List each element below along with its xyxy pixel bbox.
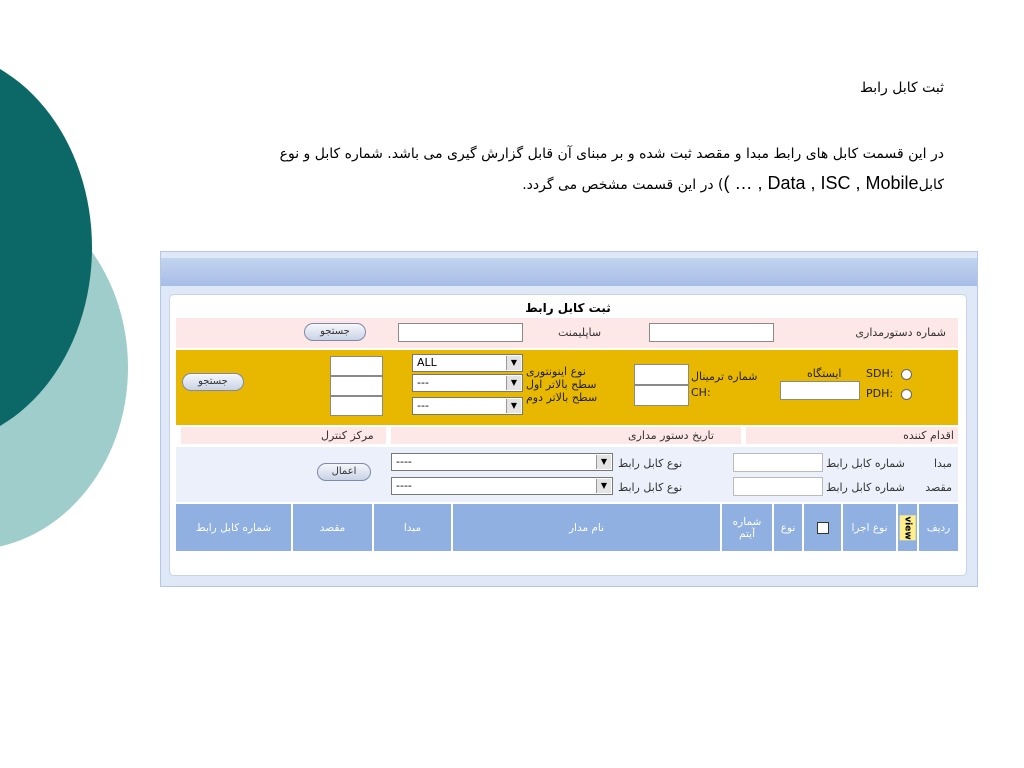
origin-cable-number-label: شماره کابل رابط — [826, 457, 905, 470]
body-line-2-latin: ( … , Data , ISC , Mobile — [723, 173, 919, 193]
results-table-header — [176, 504, 958, 551]
terminal-label: شماره ترمینال — [691, 370, 758, 383]
pdh-label: PDH: — [866, 387, 894, 400]
dest-label: مقصد — [925, 481, 952, 494]
level2-select[interactable] — [412, 397, 523, 415]
order-number-input[interactable] — [649, 323, 774, 342]
inventory-row — [176, 350, 958, 425]
supplement-input[interactable] — [398, 323, 523, 342]
control-center-label: مرکز کنترل — [321, 429, 374, 442]
search-button-1[interactable]: جستجو — [304, 323, 366, 341]
body-line-2-suffix: ) در این قسمت مشخص می گردد. — [522, 177, 724, 193]
app-screenshot — [160, 251, 978, 587]
ch-label: CH: — [691, 386, 711, 399]
filter-input-3[interactable] — [330, 396, 383, 416]
chevron-down-icon: ▼ — [506, 376, 521, 390]
slide-title: ثبت کابل رابط — [859, 80, 944, 96]
chevron-down-icon: ▼ — [596, 479, 611, 493]
ch-input[interactable] — [634, 385, 689, 406]
col-row: ردیف — [919, 504, 958, 551]
view-badge[interactable]: view — [900, 515, 916, 540]
dest-cable-number-input[interactable] — [733, 477, 823, 496]
origin-cable-type-value: ---- — [396, 455, 412, 468]
col-exec-type: نوع اجرا — [843, 504, 896, 551]
col-type: نوع — [774, 504, 802, 551]
actor-label: اقدام کننده — [903, 429, 954, 442]
info-row — [176, 425, 958, 445]
body-line-2-prefix: کابل — [918, 177, 944, 193]
origin-cable-type-label: نوع کابل رابط — [618, 457, 683, 470]
level2-label: سطح بالاتر دوم — [526, 391, 598, 404]
filter-input-2[interactable] — [330, 376, 383, 396]
level1-label: سطح بالاتر اول — [526, 378, 597, 391]
col-dest: مقصد — [293, 504, 372, 551]
filter-input-1[interactable] — [330, 356, 383, 376]
slide-body — [139, 140, 944, 200]
sdh-label: SDH: — [866, 367, 894, 380]
supplement-label: ساپلیمنت — [558, 326, 602, 339]
col-view — [898, 504, 917, 551]
level2-value: --- — [417, 399, 429, 412]
apply-button[interactable]: اعمال — [317, 463, 371, 481]
pdh-radio[interactable] — [901, 389, 912, 400]
inventory-type-value: ALL — [417, 356, 437, 369]
form-title: ثبت کابل رابط — [525, 301, 611, 315]
terminal-input[interactable] — [634, 364, 689, 385]
dest-cable-type-select[interactable] — [391, 477, 613, 495]
origin-label: مبدا — [933, 457, 952, 470]
dest-cable-type-value: ---- — [396, 479, 412, 492]
col-origin: مبدا — [374, 504, 451, 551]
order-number-label: شماره دستورمداری — [855, 326, 946, 339]
origin-cable-type-select[interactable] — [391, 453, 613, 471]
form-panel — [169, 294, 967, 576]
col-item-number: شماره آیتم — [722, 504, 772, 551]
pdh-option[interactable] — [866, 387, 912, 400]
col-circuit-name: نام مدار — [453, 504, 720, 551]
search-button-2[interactable]: جستجو — [182, 373, 244, 391]
body-line-1: در این قسمت کابل های رابط مبدا و مقصد ثبت شده و بر مبنای آن قابل گزارش گیری می باشد. شماره کابل و نوع — [279, 146, 944, 162]
inventory-type-select[interactable] — [412, 354, 523, 372]
sdh-option[interactable] — [866, 367, 912, 380]
station-input[interactable] — [780, 381, 860, 400]
app-header-bar — [161, 258, 977, 286]
order-date-label: تاریخ دستور مداری — [628, 429, 714, 442]
dest-cable-number-label: شماره کابل رابط — [826, 481, 905, 494]
dest-cable-type-label: نوع کابل رابط — [618, 481, 683, 494]
chevron-down-icon: ▼ — [506, 399, 521, 413]
inventory-type-label: نوع اینونتوری — [526, 365, 586, 378]
origin-cable-number-input[interactable] — [733, 453, 823, 472]
cable-link-row — [176, 447, 958, 502]
order-row — [176, 318, 958, 348]
col-select — [804, 504, 841, 551]
level1-value: --- — [417, 376, 429, 389]
chevron-down-icon: ▼ — [596, 455, 611, 469]
sdh-radio[interactable] — [901, 369, 912, 380]
level1-select[interactable] — [412, 374, 523, 392]
station-label: ایستگاه — [807, 367, 842, 380]
chevron-down-icon: ▼ — [506, 356, 521, 370]
col-cable-number: شماره کابل رابط — [176, 504, 291, 551]
select-all-checkbox[interactable] — [817, 522, 829, 534]
body-line-2 — [139, 169, 944, 200]
